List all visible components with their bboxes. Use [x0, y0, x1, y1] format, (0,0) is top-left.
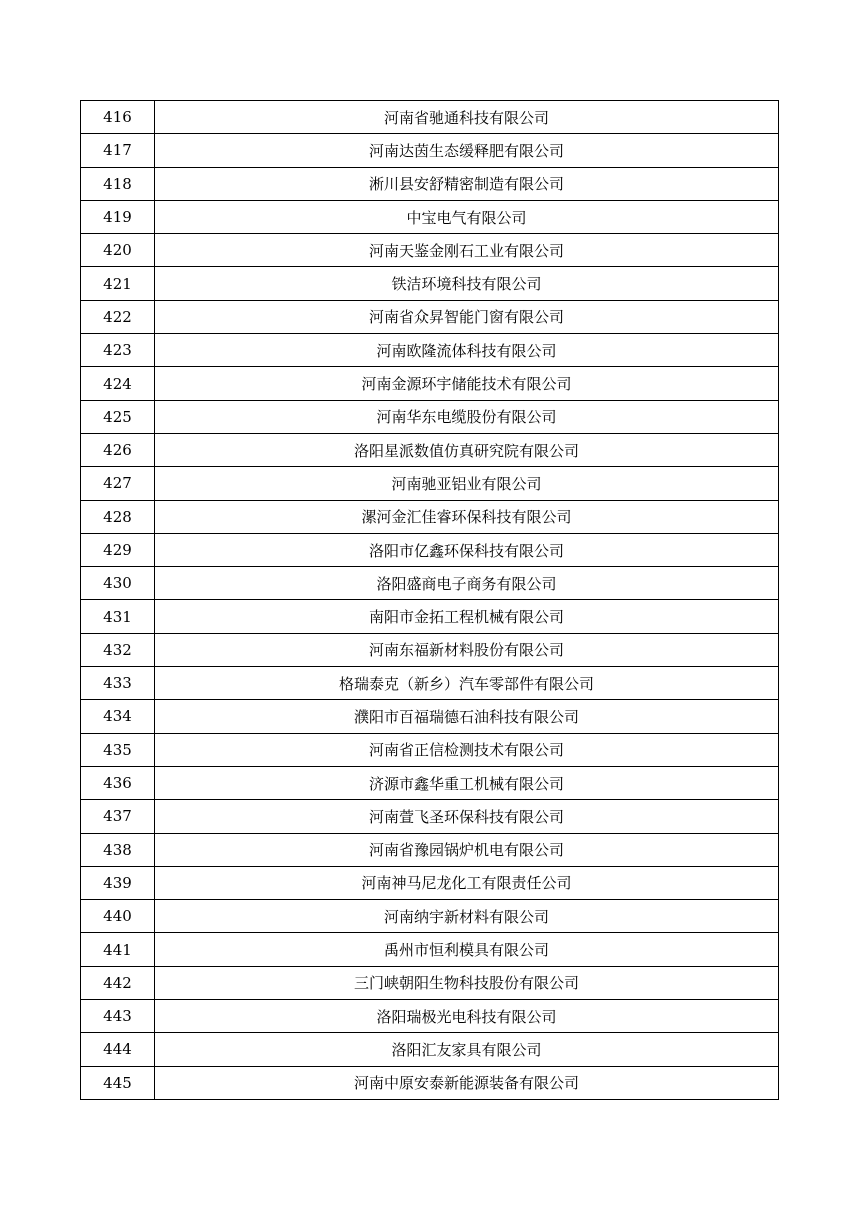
company-name: 河南天鉴金刚石工业有限公司: [155, 234, 779, 267]
company-name: 河南萱飞圣环保科技有限公司: [155, 800, 779, 833]
company-name: 河南中原安泰新能源装备有限公司: [155, 1066, 779, 1099]
table-row: [81, 134, 779, 167]
table-row: [81, 833, 779, 866]
table-row: [81, 300, 779, 333]
company-name: 禹州市恒利模具有限公司: [155, 933, 779, 966]
row-number: 428: [81, 500, 155, 533]
row-number: 424: [81, 367, 155, 400]
company-name: 河南省驰通科技有限公司: [155, 101, 779, 134]
company-name: 洛阳市亿鑫环保科技有限公司: [155, 533, 779, 566]
table-row: [81, 400, 779, 433]
company-name: 漯河金汇佳睿环保科技有限公司: [155, 500, 779, 533]
row-number: 437: [81, 800, 155, 833]
row-number: 441: [81, 933, 155, 966]
table-row: [81, 1066, 779, 1099]
table-row: [81, 1033, 779, 1066]
row-number: 425: [81, 400, 155, 433]
company-name: 格瑞泰克（新乡）汽车零部件有限公司: [155, 667, 779, 700]
table-row: [81, 567, 779, 600]
row-number: 444: [81, 1033, 155, 1066]
row-number: 443: [81, 1000, 155, 1033]
table-row: [81, 1000, 779, 1033]
table-row: [81, 733, 779, 766]
company-name: 洛阳汇友家具有限公司: [155, 1033, 779, 1066]
row-number: 442: [81, 966, 155, 999]
company-name: 河南省众昇智能门窗有限公司: [155, 300, 779, 333]
row-number: 431: [81, 600, 155, 633]
row-number: 432: [81, 633, 155, 666]
company-name: 南阳市金拓工程机械有限公司: [155, 600, 779, 633]
table-row: [81, 766, 779, 799]
table-row: [81, 966, 779, 999]
company-name: 河南省豫园锅炉机电有限公司: [155, 833, 779, 866]
table-row: [81, 267, 779, 300]
row-number: 422: [81, 300, 155, 333]
table-row: [81, 101, 779, 134]
table-row: [81, 200, 779, 233]
company-name: 铁洁环境科技有限公司: [155, 267, 779, 300]
row-number: 417: [81, 134, 155, 167]
row-number: 429: [81, 533, 155, 566]
table-row: [81, 533, 779, 566]
company-name: 洛阳盛商电子商务有限公司: [155, 567, 779, 600]
row-number: 419: [81, 200, 155, 233]
company-list-table: [80, 100, 779, 1100]
company-name: 河南金源环宇储能技术有限公司: [155, 367, 779, 400]
row-number: 433: [81, 667, 155, 700]
company-name: 河南华东电缆股份有限公司: [155, 400, 779, 433]
row-number: 436: [81, 766, 155, 799]
row-number: 440: [81, 900, 155, 933]
company-name: 河南神马尼龙化工有限责任公司: [155, 866, 779, 899]
row-number: 445: [81, 1066, 155, 1099]
table-row: [81, 633, 779, 666]
company-name: 三门峡朝阳生物科技股份有限公司: [155, 966, 779, 999]
table-row: [81, 367, 779, 400]
table-row: [81, 866, 779, 899]
company-list-body: [81, 101, 779, 1100]
row-number: 427: [81, 467, 155, 500]
company-name: 济源市鑫华重工机械有限公司: [155, 766, 779, 799]
row-number: 423: [81, 334, 155, 367]
row-number: 426: [81, 433, 155, 466]
row-number: 434: [81, 700, 155, 733]
company-name: 洛阳瑞极光电科技有限公司: [155, 1000, 779, 1033]
table-row: [81, 800, 779, 833]
table-row: [81, 234, 779, 267]
table-row: [81, 667, 779, 700]
company-name: 河南达茵生态缓释肥有限公司: [155, 134, 779, 167]
company-name: 洛阳星派数值仿真研究院有限公司: [155, 433, 779, 466]
table-row: [81, 600, 779, 633]
company-name: 河南省正信检测技术有限公司: [155, 733, 779, 766]
row-number: 439: [81, 866, 155, 899]
table-row: [81, 933, 779, 966]
table-row: [81, 900, 779, 933]
company-name: 河南东福新材料股份有限公司: [155, 633, 779, 666]
row-number: 421: [81, 267, 155, 300]
row-number: 435: [81, 733, 155, 766]
company-name: 濮阳市百福瑞德石油科技有限公司: [155, 700, 779, 733]
row-number: 420: [81, 234, 155, 267]
table-row: [81, 433, 779, 466]
row-number: 418: [81, 167, 155, 200]
table-row: [81, 167, 779, 200]
row-number: 430: [81, 567, 155, 600]
company-name: 中宝电气有限公司: [155, 200, 779, 233]
company-name: 淅川县安舒精密制造有限公司: [155, 167, 779, 200]
row-number: 416: [81, 101, 155, 134]
table-row: [81, 467, 779, 500]
table-row: [81, 700, 779, 733]
table-row: [81, 334, 779, 367]
company-name: 河南纳宇新材料有限公司: [155, 900, 779, 933]
table-row: [81, 500, 779, 533]
company-name: 河南欧隆流体科技有限公司: [155, 334, 779, 367]
company-name: 河南驰亚铝业有限公司: [155, 467, 779, 500]
row-number: 438: [81, 833, 155, 866]
